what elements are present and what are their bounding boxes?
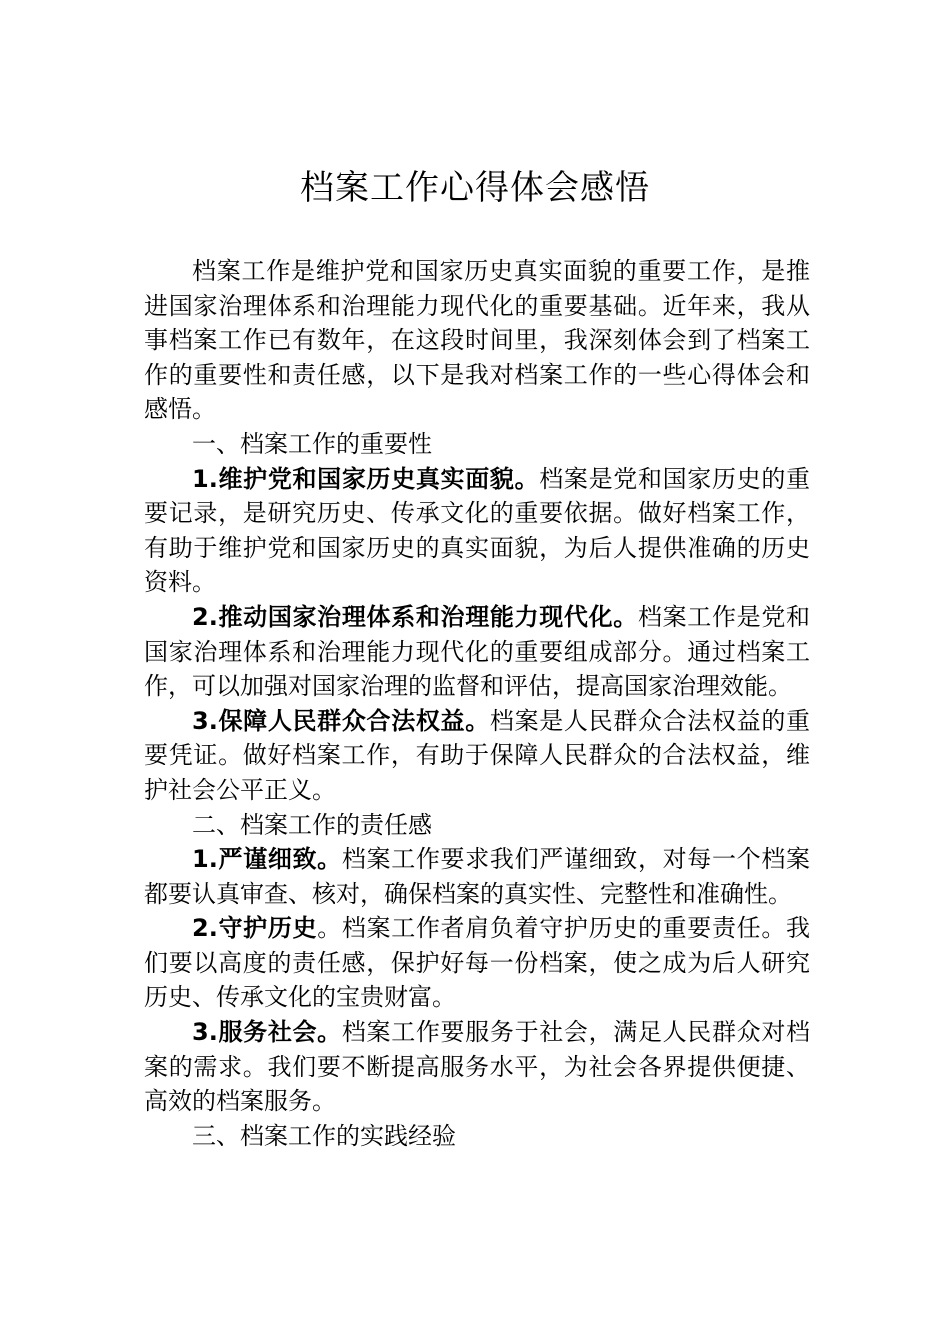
paragraph-responsibility-1 — [144, 842, 810, 911]
paragraph-importance-3 — [144, 704, 810, 808]
paragraph-lead: 1.维护党和国家历史真实面貌。 — [192, 464, 540, 493]
paragraph-text: 档案是人民群众合法权益的重要凭证。做好档案工作，有助于保障人民群众的合法权益，维护社会公平正义。 — [144, 706, 810, 804]
paragraph-importance-1 — [144, 462, 810, 600]
paragraph-lead: 3.服务社会。 — [192, 1018, 342, 1047]
paragraph-text: 档案工作要服务于社会，满足人民群众对档案的需求。我们要不断提高服务水平，为社会各界提供便捷、高效的档案服务。 — [144, 1018, 810, 1116]
paragraph-responsibility-2 — [144, 911, 810, 1015]
paragraph-text: 。档案工作者肩负着守护历史的重要责任。我们要以高度的责任感，保护好每一份档案，使之成为后人研究历史、传承文化的宝贵财富。 — [144, 914, 810, 1012]
paragraph-importance-2 — [144, 600, 810, 704]
section-heading-practice: 三、档案工作的实践经验 — [192, 1121, 456, 1150]
paragraph-text: 档案工作要求我们严谨细致，对每一个档案都要认真审查、核对，确保档案的真实性、完整性和准确性。 — [144, 845, 810, 908]
paragraph-text: 档案是党和国家历史的重要记录，是研究历史、传承文化的重要依据。做好档案工作，有助于维护党和国家历史的真实面貌，为后人提供准确的历史资料。 — [144, 464, 810, 597]
paragraph-responsibility-3 — [144, 1015, 810, 1119]
paragraph-lead: 2.推动国家治理体系和治理能力现代化。 — [192, 602, 638, 631]
paragraph-lead: 2.守护历史 — [192, 914, 318, 943]
paragraph-lead: 1.严谨细致。 — [192, 845, 342, 874]
document-title: 档案工作心得体会感悟 — [300, 168, 650, 208]
paragraph-text: 档案工作是党和国家治理体系和治理能力现代化的重要组成部分。通过档案工作，可以加强对国家治理的监督和评估，提高国家治理效能。 — [144, 602, 810, 701]
paragraph-lead: 3.保障人民群众合法权益。 — [192, 706, 490, 735]
section-heading-responsibility: 二、档案工作的责任感 — [192, 810, 432, 839]
intro-paragraph: 档案工作是维护党和国家历史真实面貌的重要工作，是推进国家治理体系和治理能力现代化的重要基础。近年来，我从事档案工作已有数年，在这段时间里，我深刻体会到了档案工作的重要性和责任感，以下是我对档案工作的一些心得体会和感悟。 — [144, 257, 810, 424]
section-heading-importance: 一、档案工作的重要性 — [192, 429, 432, 458]
document-body — [144, 254, 810, 1153]
